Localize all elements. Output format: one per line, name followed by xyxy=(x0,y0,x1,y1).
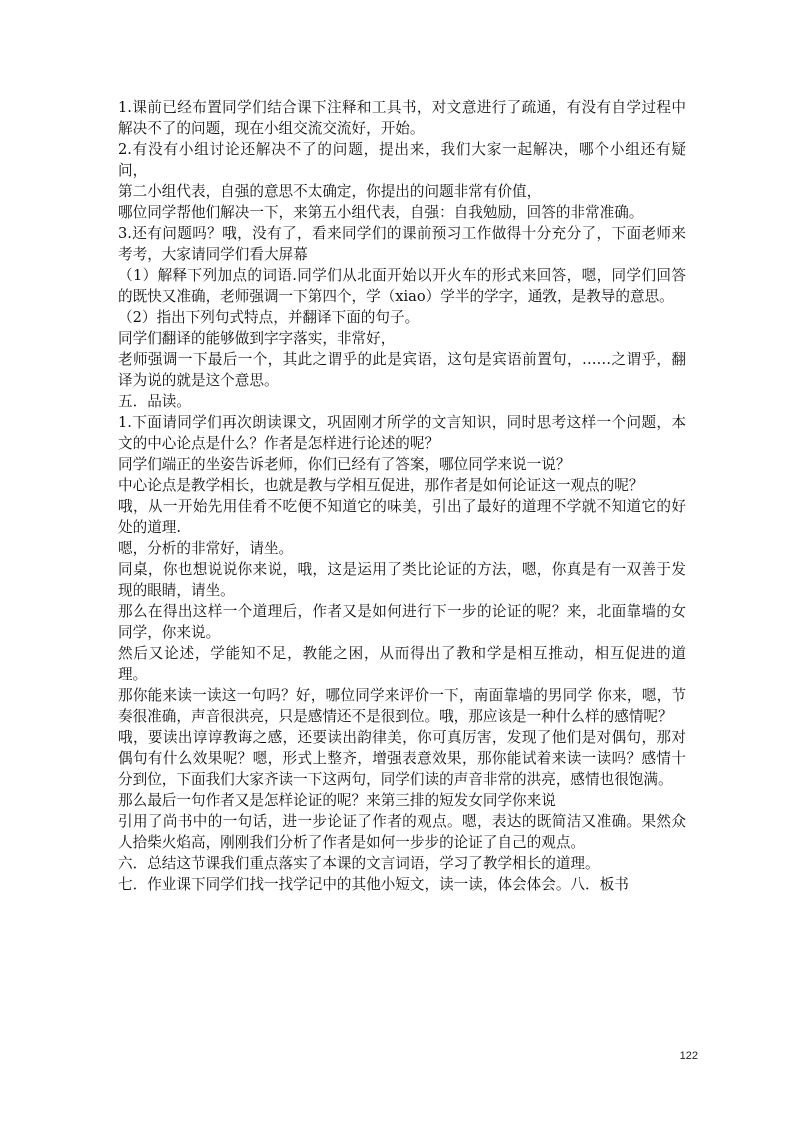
paragraph-6: （1）解释下列加点的词语.同学们从北面开始以开火车的形式来回答，嗯，同学们回答的既快又准确，老师强调一下第四个，学（xiao）学半的学字，通敩，是教导的意思。 xyxy=(118,267,686,305)
section-summary-6: 六．总结这节课我们重点落实了本课的文言词语，学习了教学相长的道理。 xyxy=(118,855,600,872)
section-heading-5: 五．品读。 xyxy=(118,393,191,410)
paragraph-9: 老师强调一下最后一个，其此之谓乎的此是宾语，这句是宾语前置句，……之谓乎，翻译为说的就是这个意思。 xyxy=(118,351,686,389)
paragraph-7: （2）指出下列句式特点，并翻译下面的句子。 xyxy=(118,309,420,326)
paragraph-3: 第二小组代表，自强的意思不太确定，你提出的问题非常有价值， xyxy=(118,183,542,200)
paragraph-16: 同桌，你也想说说你来说，哦，这是运用了类比论证的方法，嗯，你真是有一双善于发现的眼睛，请坐。 xyxy=(118,561,686,599)
paragraph-13: 中心论点是教学相长，也就是教与学相互促进，那作者是如何论证这一观点的呢？ xyxy=(118,477,644,494)
section-homework-7: 七．作业课下同学们找一找学记中的其他小短文，读一读，体会体会。八．板书 xyxy=(118,876,629,893)
paragraph-1: 1.课前已经布置同学们结合课下注释和工具书，对文意进行了疏通，有没有自学过程中解决不了的问题，现在小组交流交流好，开始。 xyxy=(118,99,686,137)
paragraph-18: 然后又论述，学能知不足，教能之困，从而得出了教和学是相互推动，相互促进的道理。 xyxy=(118,645,686,683)
paragraph-11: 1.下面请同学们再次朗读课文，巩固刚才所学的文言知识，同时思考这样一个问题，本文的中心论点是什么？作者是怎样进行论述的呢？ xyxy=(118,414,686,452)
paragraph-22: 引用了尚书中的一句话，进一步论证了作者的观点。嗯，表达的既简洁又准确。果然众人拾柴火焰高，刚刚我们分析了作者是如何一步步的论证了自己的观点。 xyxy=(118,813,686,851)
paragraph-8: 同学们翻译的能够做到字字落实，非常好， xyxy=(118,330,396,347)
paragraph-20: 哦，要读出谆谆教诲之感，还要读出韵律美，你可真厉害，发现了他们是对偶句，那对偶句有什么效果呢？嗯，形式上整齐，增强表意效果，那你能试着来读一读吗？感情十分到位，下面我们大家齐读一下这两句，同学们读的声音非常的洪亮，感情也很饱满。 xyxy=(118,729,686,788)
paragraph-15: 嗯，分析的非常好，请坐。 xyxy=(118,540,294,557)
paragraph-17: 那么在得出这样一个道理后，作者又是如何进行下一步的论证的呢？来，北面靠墙的女同学，你来说。 xyxy=(118,603,686,641)
paragraph-5: 3.还有问题吗？哦，没有了，看来同学们的课前预习工作做得十分充分了，下面老师来考考，大家请同学们看大屏幕 xyxy=(118,225,686,263)
paragraph-12: 同学们端正的坐姿告诉老师，你们已经有了答案，哪位同学来说一说？ xyxy=(118,456,571,473)
paragraph-14: 哦，从一开始先用佳肴不吃便不知道它的味美，引出了最好的道理不学就不知道它的好处的道理. xyxy=(118,498,686,536)
paragraph-4: 哪位同学帮他们解决一下，来第五小组代表，自强：自我勉励，回答的非常准确。 xyxy=(118,204,644,221)
document-body xyxy=(118,97,686,895)
paragraph-19: 那你能来读一读这一句吗？好，哪位同学来评价一下，南面靠墙的男同学 你来，嗯，节奏很准确，声音很洪亮，只是感情还不是很到位。哦，那应该是一种什么样的感情呢？ xyxy=(118,687,686,725)
page-number: 122 xyxy=(679,1050,698,1062)
paragraph-2: 2.有没有小组讨论还解决不了的问题，提出来，我们大家一起解决，哪个小组还有疑问， xyxy=(118,141,686,179)
paragraph-21: 那么最后一句作者又是怎样论证的呢？来第三排的短发女同学你来说 xyxy=(118,792,556,809)
